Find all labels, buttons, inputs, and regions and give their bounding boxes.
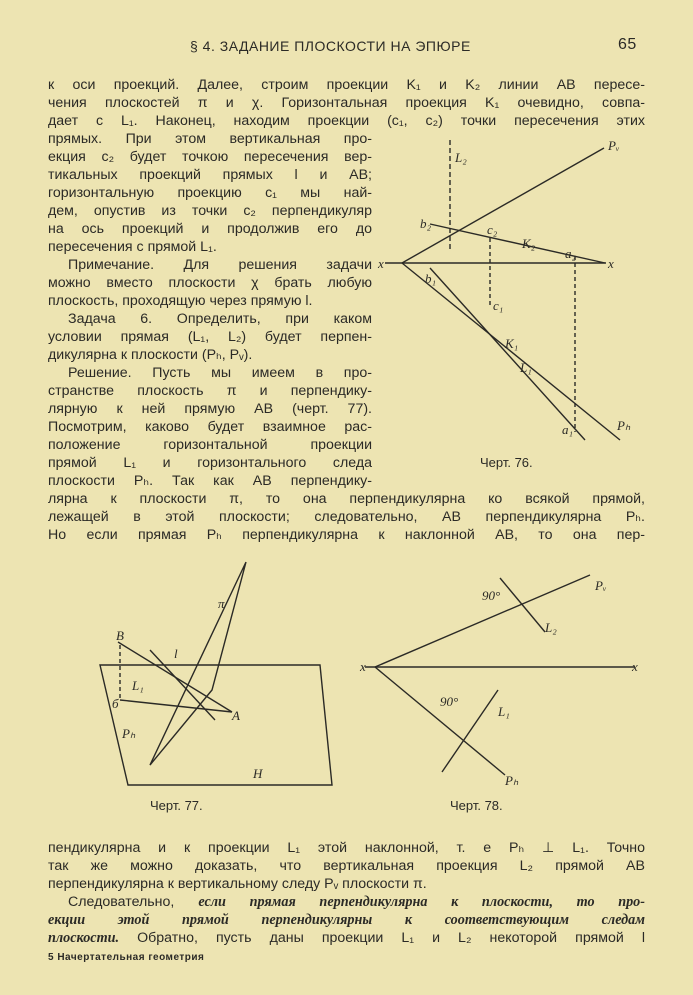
text-line: пересечения с прямой L₁.	[48, 239, 217, 255]
label-angle-90: 90°	[440, 694, 459, 709]
figure-77	[100, 562, 332, 785]
italic-text: плоскости.	[48, 930, 120, 946]
conclusion-line-2: екции этой прямой перпендикулярны к соответствующим следам	[48, 912, 645, 928]
figure-78-caption: Черт. 78.	[450, 798, 503, 813]
text-line: горизонтальную проекцию c₁ мы най-	[48, 185, 372, 201]
conclusion-line-1	[48, 893, 645, 911]
text-line: дикулярна к плоскости (Pₕ, Pᵥ).	[48, 347, 253, 363]
label-L1: L₁	[520, 360, 532, 375]
label-b: б	[112, 696, 119, 711]
label-B: B	[116, 628, 124, 643]
text-line: дем, опустив из точки c₂ перпендикуляр	[48, 203, 372, 219]
figure-76	[385, 140, 620, 440]
text-line: Но если прямая Pₕ перпендикулярна к наклонной AB, то она пер-	[48, 527, 645, 543]
text-line: можно вместо плоскости χ брать любую	[48, 275, 372, 291]
text-line: екция c₂ будет точкою пересечения вер-	[48, 149, 372, 165]
label-Ph: Pₕ	[122, 726, 136, 741]
text-line: условии прямая (L₁, L₂) будет перпен-	[48, 329, 372, 345]
text: Обратно, пусть даны проекции L₁ и L₂ некоторой прямой l	[119, 930, 645, 946]
text-line: Примечание. Для решения задачи	[68, 257, 372, 273]
label-Ph: Pₕ	[617, 418, 631, 433]
text-line: перпендикулярна к вертикальному следу Pᵥ плоскости π.	[48, 876, 427, 892]
text-line: лежащей в этой плоскости; следовательно, AB перпендикулярна Pₕ.	[48, 509, 645, 525]
text-line: Решение. Пусть мы имеем в про-	[68, 365, 372, 381]
text-line: пендикулярна и к проекции L₁ этой наклонной, т. е Pₕ ⊥ L₁. Точно	[48, 840, 645, 856]
label-b2: b₂	[420, 216, 432, 231]
text-line: чения плоскостей π и χ. Горизонтальная проекция K₁ очевидно, совпа-	[48, 95, 645, 111]
label-l: l	[174, 646, 178, 661]
text: Следовательно,	[68, 894, 199, 910]
italic-text: если прямая перпендикулярна к плоскости, то про-	[198, 894, 645, 910]
text-line: плоскость, проходящую через прямую l.	[48, 293, 313, 309]
figure-78	[365, 575, 635, 775]
text-line: странстве плоскость π и перпендику-	[48, 383, 372, 399]
text-line: лярную к ней прямую AB (черт. 77).	[48, 401, 372, 417]
trace-ph	[375, 667, 505, 775]
text-line: прямой L₁ и горизонтального следа	[48, 455, 372, 471]
label-A: A	[232, 708, 240, 723]
conclusion-line-3	[48, 929, 645, 947]
label-a1: a₁	[562, 422, 574, 437]
label-angle-90: 90°	[482, 588, 501, 603]
text-line: лярна к плоскости π, то она перпендикулярна ко всякой прямой,	[48, 491, 645, 507]
label-L1: L₁	[132, 678, 144, 693]
label-Pv: Pᵥ	[608, 138, 620, 153]
label-x: x	[378, 256, 384, 271]
figure-76-caption: Черт. 76.	[480, 455, 533, 470]
label-x: x	[360, 659, 366, 674]
label-c1: c₁	[493, 298, 504, 313]
label-H: H	[253, 766, 263, 781]
trace-ph	[402, 263, 620, 440]
text-line: положение горизонтальной проекции	[48, 437, 372, 453]
label-b1: b₁	[425, 271, 437, 286]
text-line: на ось проекций и продолжив его до	[48, 221, 372, 237]
label-x: x	[632, 659, 638, 674]
label-a2: a₂	[565, 246, 577, 261]
label-K2: K₂	[522, 236, 536, 251]
label-Ph: Pₕ	[505, 773, 519, 788]
label-x: x	[608, 256, 614, 271]
line-b1-a1	[430, 268, 585, 440]
text-line: так же можно доказать, что вертикальная проекция L₂ прямой AB	[48, 858, 645, 874]
text-line: дает с L₁. Наконец, находим проекции (c₁, c₂) точки пересечения этих	[48, 113, 645, 129]
label-pi: π	[218, 596, 225, 611]
label-L1: L₁	[498, 704, 510, 719]
label-K1: K₁	[505, 336, 519, 351]
text-line: к оси проекций. Далее, строим проекции K₁ и K₂ линии AB пересе-	[48, 77, 645, 93]
page-number: 65	[618, 36, 637, 53]
label-L2: L₂	[455, 150, 467, 165]
footer-signature: 5 Начертательная геометрия	[48, 952, 205, 963]
line-L2	[500, 578, 545, 632]
figure-77-caption: Черт. 77.	[150, 798, 203, 813]
text-line: Задача 6. Определить, при каком	[68, 311, 372, 327]
text-line: плоскости Pₕ. Так как AB перпендику-	[48, 473, 372, 489]
label-L2: L₂	[545, 620, 557, 635]
plane-pi	[150, 562, 246, 765]
running-header: § 4. ЗАДАНИЕ ПЛОСКОСТИ НА ЭПЮРЕ	[190, 38, 471, 54]
label-c2: c₂	[487, 222, 498, 237]
line-b2-a2	[430, 224, 605, 263]
text-line: тикальных проекций прямых l и AB;	[48, 167, 372, 183]
text-line: прямых. При этом вертикальная про-	[48, 131, 372, 147]
text-line: Посмотрим, каково будет взаимное рас-	[48, 419, 372, 435]
label-Pv: Pᵥ	[595, 578, 607, 593]
